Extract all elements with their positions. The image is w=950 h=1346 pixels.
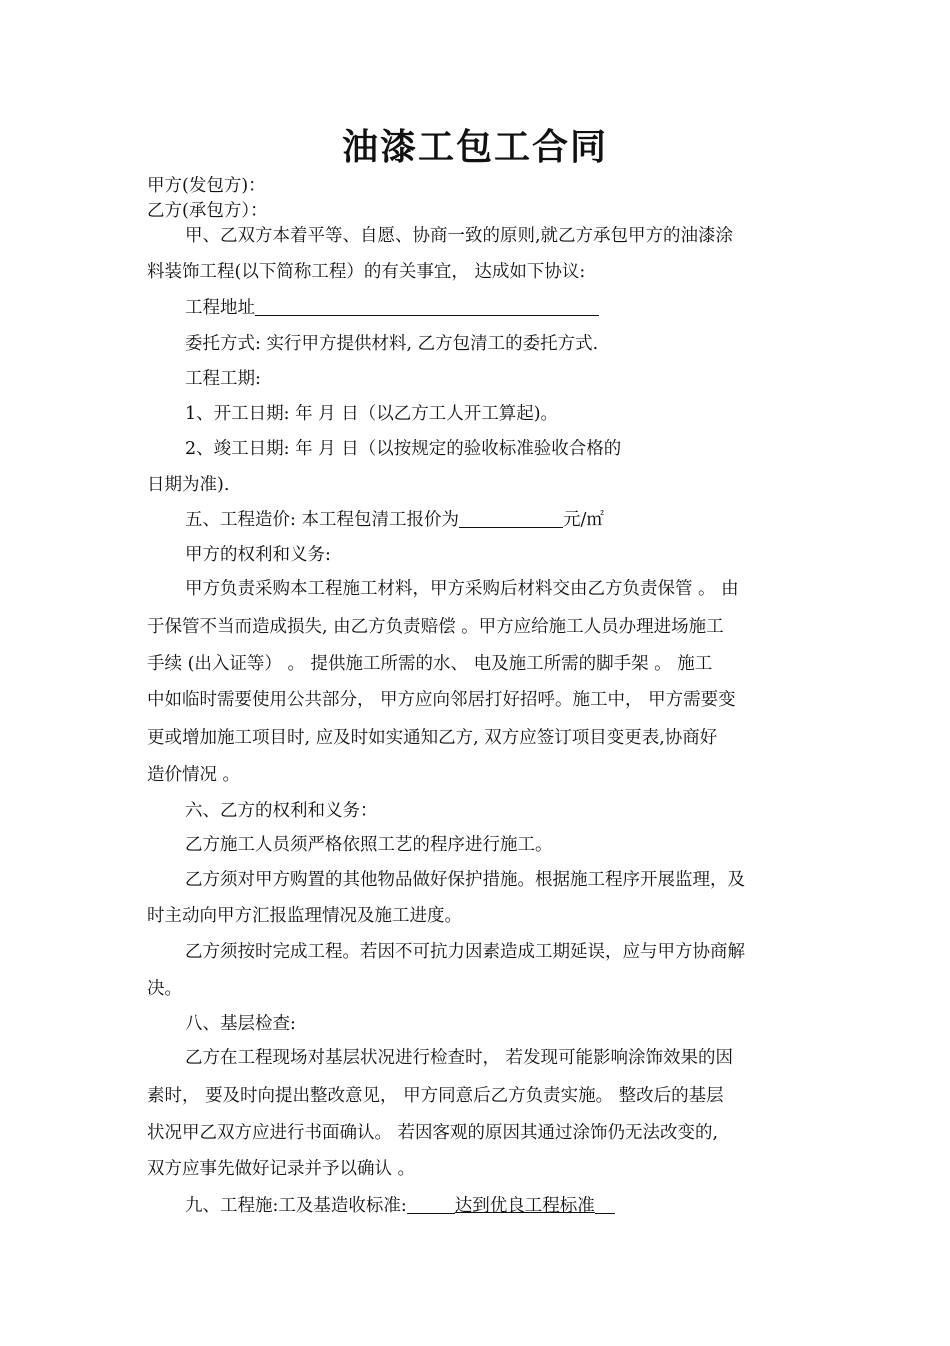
base-check-line: 素时， 要及时向提出整改意见， 甲方同意后乙方负责实施。 整改后的基层: [147, 1086, 724, 1106]
end-date-line-2: 日期为准).: [147, 475, 230, 495]
base-check-line: 状况甲乙双方应进行书面确认。 若因客观的原因其通过涂饰仍无法改变的,: [147, 1123, 719, 1143]
party-a-rights-line: 甲方负责采购本工程施工材料，甲方采购后材料交由乙方负责保管 。 由: [185, 579, 739, 599]
cost-label: 五、工程造价: 本工程包清工报价为: [185, 510, 459, 530]
base-check-heading: 八、基层检查:: [185, 1014, 296, 1034]
party-b-rights-item-1: 乙方施工人员须严格依照工艺的程序进行施工。: [185, 835, 553, 855]
acceptance-value: 达到优良工程标准: [454, 1196, 595, 1216]
document-title: 油漆工包工合同: [341, 126, 608, 168]
cost-line: [185, 508, 805, 532]
party-a-rights-line: 手续 (出入证等） 。 提供施工所需的水、 电及施工所需的脚手架 。 施工: [147, 654, 713, 674]
cost-unit: 元/㎡: [562, 510, 604, 530]
party-a-rights-line: 更或增加施工项目时, 应及时如实通知乙方, 双方应签订项目变更表,协商好: [147, 728, 718, 748]
site-address-line: [185, 296, 805, 320]
intro-paragraph-line-2: 料装饰工程(以下简称工程）的有关事宜， 达成如下协议:: [147, 262, 586, 282]
site-address-label: 工程地址: [185, 298, 255, 318]
party-b-rights-item-2-line-2: 时主动向甲方汇报监理情况及施工进度。: [147, 906, 462, 926]
site-address-blank: [255, 297, 599, 316]
period-label: 工程工期:: [185, 369, 261, 389]
party-a-rights-line: 于保管不当而造成损失, 由乙方负责赔偿 。甲方应给施工人员办理进场施工: [147, 617, 724, 637]
acceptance-blank-tail: [595, 1195, 615, 1214]
acceptance-blank-lead: [407, 1195, 455, 1214]
party-b-line: 乙方(承包方）：: [147, 201, 268, 221]
party-a-rights-line: 造价情况 。: [147, 765, 241, 785]
party-a-rights-line: 中如临时需要使用公共部分， 甲方应向邻居打好招呼。施工中， 甲方需要变: [147, 690, 736, 710]
cost-blank: [459, 509, 563, 528]
party-b-rights-item-3-line-2: 决。: [147, 979, 182, 999]
start-date-line: 1、开工日期: 年 月 日（以乙方工人开工算起)。: [185, 404, 559, 424]
acceptance-label: 九、工程施:工及基造收标准:: [185, 1196, 407, 1216]
party-b-rights-item-3-line-1: 乙方须按时完成工程。若因不可抗力因素造成工期延误，应与甲方协商解: [185, 942, 745, 962]
party-a-line: 甲方(发包方)：: [147, 176, 266, 196]
party-b-rights-heading: 六、乙方的权利和义务：: [185, 801, 378, 821]
base-check-line: 乙方在工程现场对基层状况进行检查时， 若发现可能影响涂饰效果的因: [185, 1048, 734, 1068]
base-check-line: 双方应事先做好记录并予以确认 。: [147, 1159, 416, 1179]
party-b-rights-item-2-line-1: 乙方须对甲方购置的其他物品做好保护措施。根据施工程序开展监理，及: [185, 870, 745, 890]
intro-paragraph-line-1: 甲、乙双方本着平等、自愿、协商一致的原则,就乙方承包甲方的油漆涂: [185, 226, 734, 246]
acceptance-standard-line: [185, 1194, 805, 1218]
entrust-method-line: 委托方式: 实行甲方提供材料, 乙方包清工的委托方式.: [185, 334, 599, 354]
party-a-rights-heading: 甲方的权利和义务:: [185, 545, 331, 565]
end-date-line-1: 2、竣工日期: 年 月 日（以按规定的验收标准验收合格的: [185, 439, 622, 459]
